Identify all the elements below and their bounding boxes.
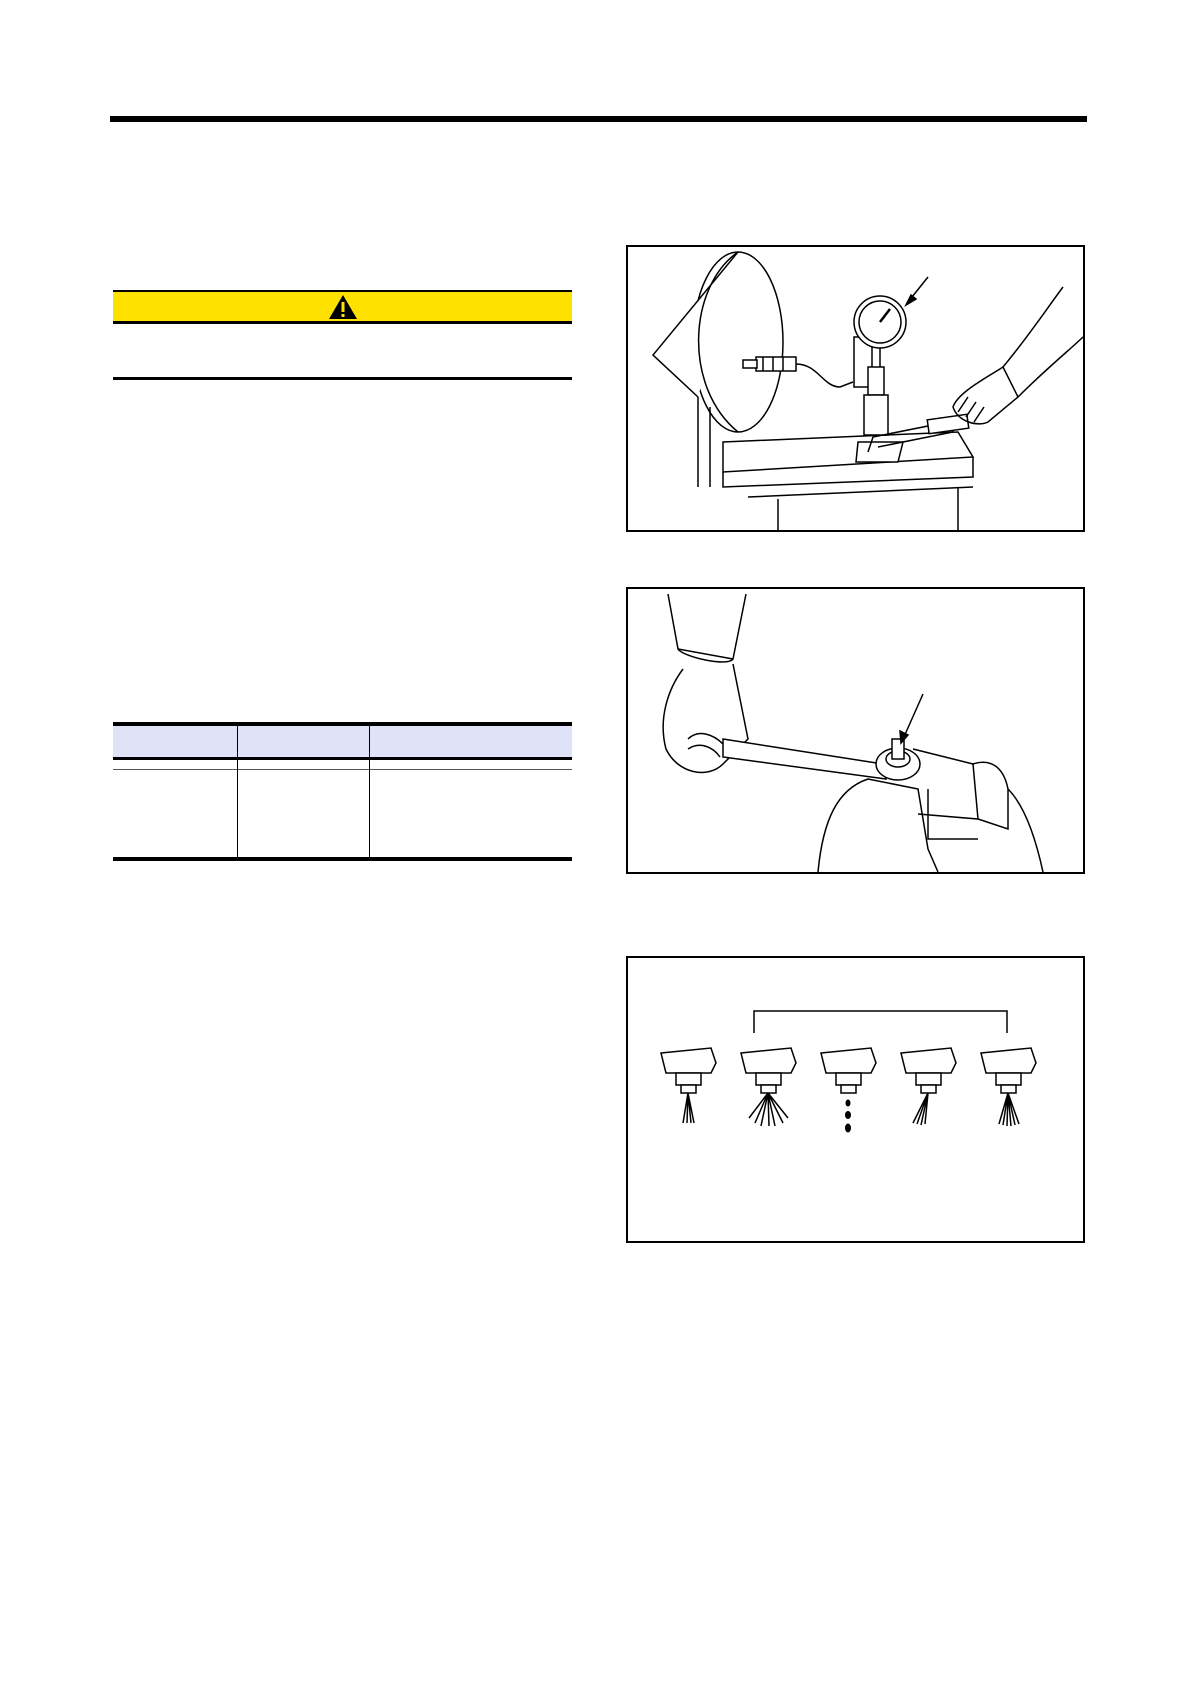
top-rule — [110, 116, 1087, 122]
spec-table-column-divider — [237, 726, 238, 857]
bracket-icon — [754, 1011, 1007, 1033]
pointer-arrow-icon — [906, 277, 928, 305]
spec-table — [113, 722, 572, 861]
spray-pattern-icon — [749, 1093, 788, 1126]
injector-nozzle-icon — [981, 1048, 1036, 1126]
spray-pattern-icon — [845, 1100, 851, 1133]
spec-table-subrule — [113, 769, 572, 770]
injector-nozzle-icon — [821, 1048, 876, 1133]
hand-icon — [953, 287, 1083, 424]
pointer-arrow-icon — [900, 694, 923, 743]
warning-banner — [113, 290, 572, 324]
spec-table-column-divider — [369, 726, 370, 857]
warning-triangle-icon — [328, 294, 358, 320]
spray-pattern-icon — [999, 1093, 1019, 1126]
injector-nozzle-icon — [661, 1048, 716, 1123]
injector-nozzle-icon — [901, 1048, 956, 1125]
warning-bottom-rule — [113, 377, 572, 380]
injector-pressure-tester-figure — [626, 245, 1085, 532]
injector-wrench-figure — [626, 587, 1085, 874]
spray-patterns-figure — [626, 956, 1085, 1243]
spec-table-header — [113, 726, 572, 760]
spray-pattern-icon — [683, 1093, 694, 1123]
wrench-icon — [723, 739, 920, 780]
injector-nozzle-icon — [741, 1048, 796, 1126]
spray-pattern-icon — [913, 1093, 928, 1125]
